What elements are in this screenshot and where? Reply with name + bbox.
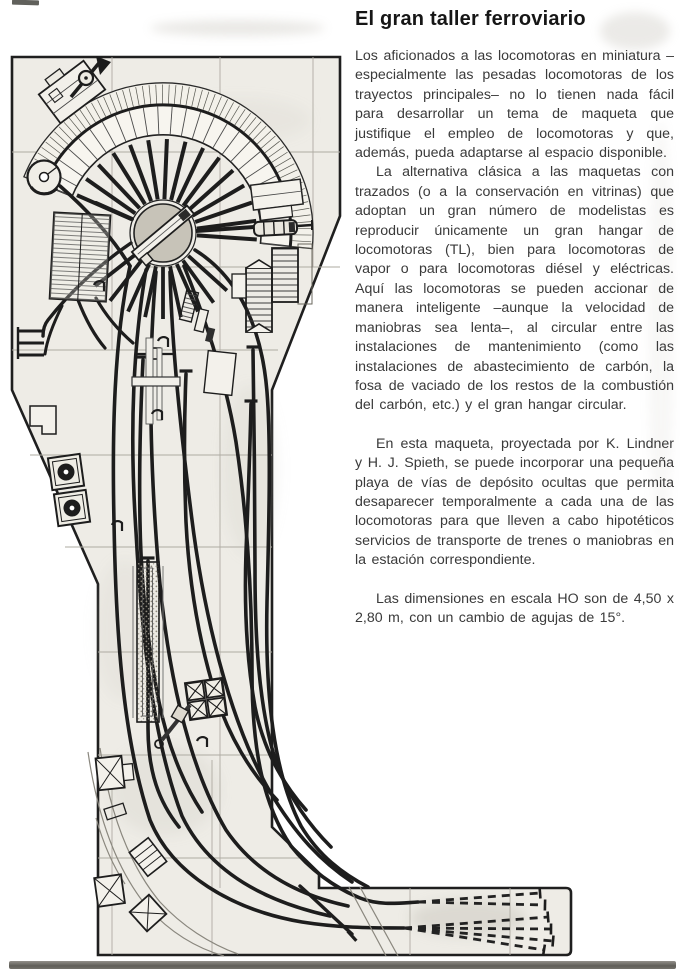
hopper-bins (185, 678, 228, 721)
paragraph-4: Las dimensiones en escala HO son de 4,50 x 2,80 m, con un cambio de agujas de 15°. (355, 590, 674, 626)
water-tank (28, 161, 61, 194)
page-edge-shadow (9, 961, 676, 969)
paragraph-3: En esta maqueta, proyectada por K. Lindner y H. J. Spieth, se puede incorporar una pequeña playa de vías de depósito ocultas que permita desaparecer temporalmente a cada una de las locomotoras para que lleven a cabo hipotéticos servicios de transporte de trenes o maniobras en la estación correspondiente. (355, 435, 674, 569)
article-title: El gran taller ferroviario (355, 8, 586, 30)
ash-pit (133, 562, 163, 722)
storage-shed (50, 213, 110, 302)
left-edge-stub-tracks (18, 327, 44, 359)
article-column (355, 8, 674, 628)
paragraph-1: Los aficionados a las locomotoras en miniatura –especialmente las pesadas locomotoras de los trayectos principales– no lo tienen nada fácil para desarrollar un tema de maqueta que justifique el empleo de locomotoras y que, además, pueda adaptarse al espacio disponible. (355, 48, 674, 162)
locomotive (254, 220, 298, 236)
paragraph-2: La alternativa clásica a las maquetas con trazados (o a la conservación en vitrinas) que adoptan un gran número de modelistas es reproducir únicamente un gran hangar de locomotoras (TL), bien para locomotoras de vapor o para locomotoras diésel y eléctricas. Aquí las locomotoras se pueden accionar de manera inteligente –aunque la velocidad de maniobras sea lenta–, al circular entre las instalaciones de mantenimiento (como las instalaciones de abastecimiento de carbón, la fosa de vaciado de los restos de la combustión del carbón, etc.) y el gran hangar circular. (355, 164, 674, 414)
